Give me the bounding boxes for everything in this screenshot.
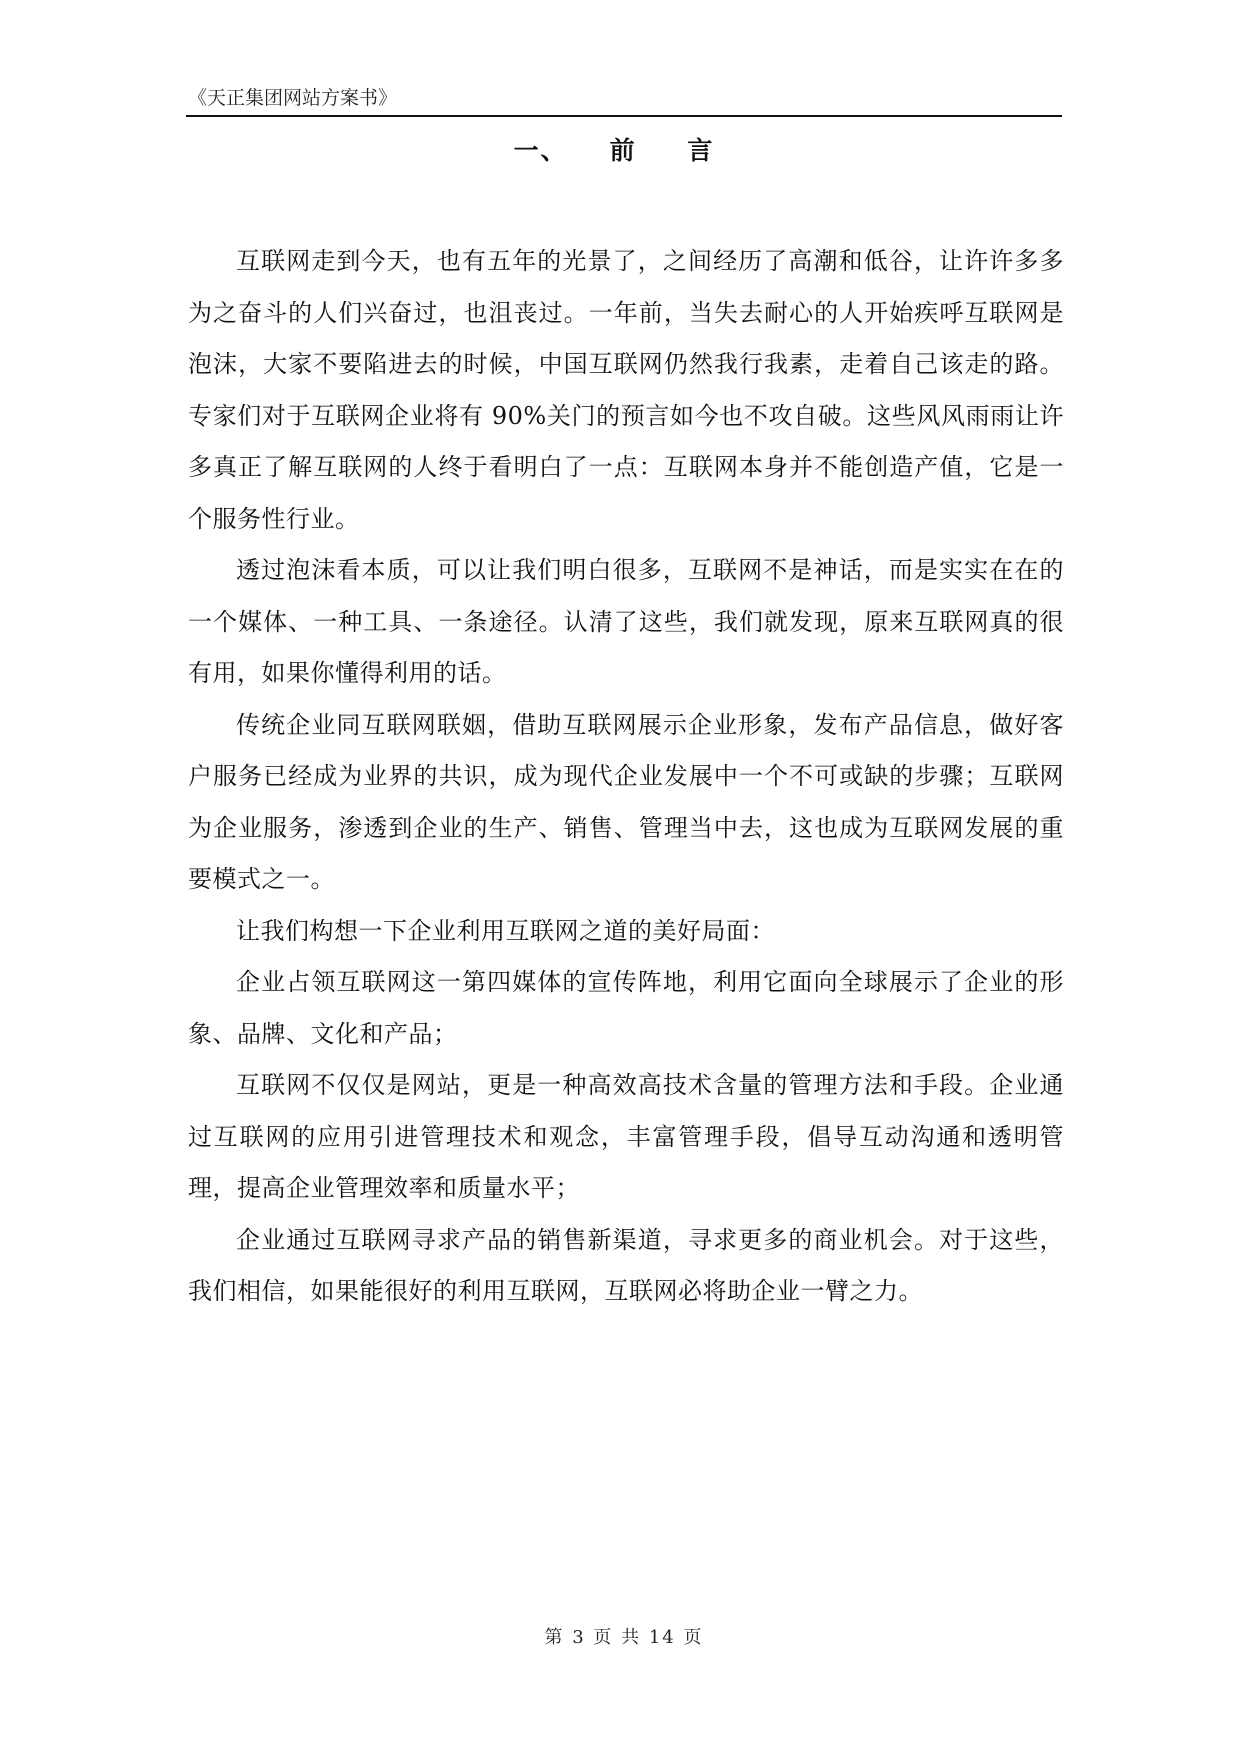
- paragraph: 透过泡沫看本质，可以让我们明白很多，互联网不是神话，而是实实在在的一个媒体、一种工具、一条途径。认清了这些，我们就发现，原来互联网真的很有用，如果你懂得利用的话。: [188, 556, 1064, 687]
- section-title: [186, 134, 1062, 168]
- paragraph: 传统企业同互联网联姻，借助互联网展示企业形象，发布产品信息，做好客户服务已经成为业界的共识，成为现代企业发展中一个不可或缺的步骤；互联网为企业服务，渗透到企业的生产、销售、管理当中去，这也成为互联网发展的重要模式之一。: [188, 710, 1064, 893]
- document-header-title: 《天正集团网站方案书》: [188, 87, 398, 109]
- paragraph: 让我们构想一下企业利用互联网之道的美好局面：: [236, 916, 775, 945]
- body-text: [188, 236, 1064, 1318]
- header-divider: [186, 115, 1062, 117]
- page-number-footer: 第 3 页 共 14 页: [544, 1627, 704, 1648]
- section-number: 一、: [513, 136, 568, 165]
- paragraph: 互联网不仅仅是网站，更是一种高效高技术含量的管理方法和手段。企业通过互联网的应用引进管理技术和观念，丰富管理手段，倡导互动沟通和透明管理，提高企业管理效率和质量水平；: [188, 1071, 1064, 1202]
- paragraph: 互联网走到今天，也有五年的光景了，之间经历了高潮和低谷，让许许多多为之奋斗的人们兴奋过，也沮丧过。一年前，当失去耐心的人开始疾呼互联网是泡沫，大家不要陷进去的时候，中国互联网仍然我行我素，走着自己该走的路。专家们对于互联网企业将有 90%关门的预言如今也不攻自破。这些风风雨雨让许多真正了解互联网的人终于看明白了一点：互联网本身并不能创造产值，它是一个服务性行业。: [188, 247, 1064, 533]
- paragraph: 企业占领互联网这一第四媒体的宣传阵地，利用它面向全球展示了企业的形象、品牌、文化和产品；: [188, 968, 1064, 1048]
- section-title-text: 前 言: [609, 136, 735, 165]
- paragraph: 企业通过互联网寻求产品的销售新渠道，寻求更多的商业机会。对于这些，我们相信，如果能很好的利用互联网，互联网必将助企业一臂之力。: [188, 1225, 1064, 1305]
